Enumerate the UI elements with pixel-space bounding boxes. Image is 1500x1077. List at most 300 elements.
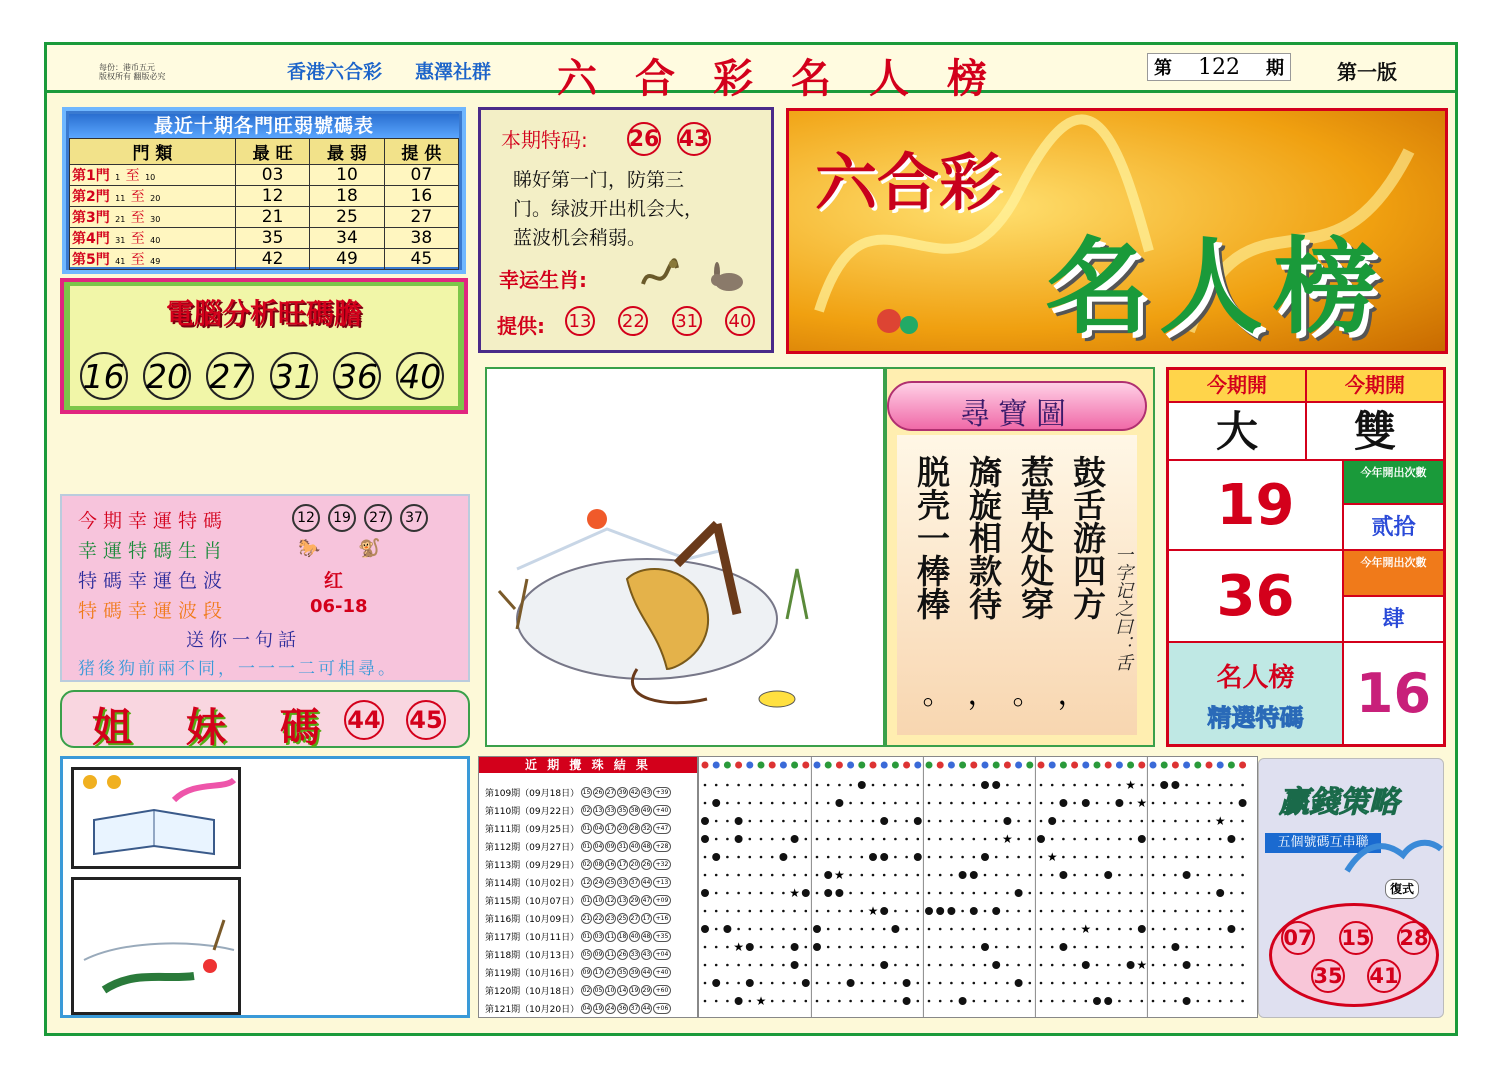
famous-number: 16 [1355, 662, 1432, 725]
draw-row [479, 819, 697, 837]
draw-special: +06 [653, 1003, 671, 1014]
grid-dot [1163, 802, 1166, 805]
grid-dot [704, 1000, 707, 1003]
grid-header-ball [1172, 762, 1179, 769]
draw-label: 第118期（10月13日） [485, 950, 580, 961]
grid-dot [793, 820, 796, 823]
grid-dot [872, 892, 875, 895]
grid-dot [1208, 892, 1211, 895]
draw-number: 19 [630, 986, 639, 994]
grid-special-star: ★ [867, 904, 879, 918]
grid-dot [827, 928, 830, 931]
draw-number: 31 [618, 842, 627, 850]
number-ball: 20 [143, 352, 191, 400]
grid-hit-dot [802, 979, 810, 987]
draw-special: +39 [653, 787, 671, 798]
grid-dot [782, 1000, 785, 1003]
grid-hit-dot [1015, 979, 1023, 987]
grid-dot [793, 1000, 796, 1003]
grid-dot [1040, 1000, 1043, 1003]
grid-dot [894, 946, 897, 949]
grid-dot [782, 874, 785, 877]
lucky-box [60, 494, 470, 682]
grid-hit-dot [992, 781, 1000, 789]
grid-dot [1040, 964, 1043, 967]
grid-dot [984, 874, 987, 877]
bottom-left-box [60, 756, 470, 1018]
number-ball: 40 [396, 352, 444, 400]
grid-dot [771, 928, 774, 931]
grid-dot [883, 892, 886, 895]
grid-dot [1163, 946, 1166, 949]
draw-number: 20 [618, 824, 627, 832]
wave-icon [1343, 835, 1443, 875]
grid-dot [872, 928, 875, 931]
draw-number: 04 [594, 842, 603, 850]
grid-dot [883, 982, 886, 985]
draw-row [479, 945, 697, 963]
grid-hit-dot [1015, 889, 1023, 897]
grid-dot [771, 802, 774, 805]
grid-dot [1029, 802, 1032, 805]
table-row: 第1門 1 至 10 03 10 07 [70, 165, 459, 186]
grid-dot [1006, 964, 1009, 967]
grid-dot [1208, 784, 1211, 787]
grid-dot [1073, 874, 1076, 877]
grid-dot [872, 1000, 875, 1003]
grid-dot [1208, 964, 1211, 967]
grid-hit-dot [1183, 997, 1191, 1005]
grid-dot [939, 820, 942, 823]
grid-header-ball [1239, 762, 1246, 769]
draw-number: 24 [606, 1004, 615, 1012]
banner-mark-six: 六合彩 [815, 146, 1002, 219]
grid-dot [771, 946, 774, 949]
draw-label: 第115期（10月07日） [485, 896, 580, 907]
grid-header-ball [1228, 762, 1235, 769]
draw-label: 第116期（10月09日） [485, 914, 580, 925]
grid-dot [1141, 856, 1144, 859]
grid-dot [905, 874, 908, 877]
crocodile-illustration [71, 877, 241, 1015]
grid-dot [1230, 982, 1233, 985]
grid-dot [1152, 856, 1155, 859]
grid-hit-dot [959, 997, 967, 1005]
grid-dot [1085, 820, 1088, 823]
grid-dot [1073, 928, 1076, 931]
grid-dot [1152, 784, 1155, 787]
grid-dot [1197, 784, 1200, 787]
grid-dot [1040, 874, 1043, 877]
draw-number: 18 [618, 932, 627, 940]
table-row: 第4門 31 至 40 35 34 38 [70, 228, 459, 249]
grid-dot [1118, 982, 1121, 985]
draw-row [479, 783, 697, 801]
number-ball: 36 [333, 352, 381, 400]
grid-dot [894, 1000, 897, 1003]
grid-hit-dot [880, 961, 888, 969]
grid-dot [782, 838, 785, 841]
grid-dot [1006, 874, 1009, 877]
draw-number: 29 [630, 896, 639, 904]
grid-dot [894, 784, 897, 787]
grid-dot [1208, 928, 1211, 931]
grid-dot [793, 784, 796, 787]
grid-dot [1029, 856, 1032, 859]
grid-dot [917, 838, 920, 841]
grid-dot [1241, 946, 1244, 949]
grid-dot [805, 946, 808, 949]
sister-code-box [60, 690, 470, 751]
grid-dot [1017, 1000, 1020, 1003]
grid-dot [1107, 856, 1110, 859]
grid-dot [1096, 874, 1099, 877]
grid-dot [1062, 820, 1065, 823]
grid-dot [816, 784, 819, 787]
grid-dot [1185, 910, 1188, 913]
draw-number: 44 [642, 878, 651, 886]
grid-dot [1141, 910, 1144, 913]
grid-hit-dot [925, 907, 933, 915]
grid-dot [1185, 946, 1188, 949]
grid-dot [917, 946, 920, 949]
grid-hit-dot [869, 853, 877, 861]
brand-hk-mark-six: 香港六合彩 [287, 61, 383, 83]
grid-dot [704, 964, 707, 967]
book-illustration [71, 767, 241, 869]
grid-dot [1107, 910, 1110, 913]
grid-dot [726, 982, 729, 985]
grid-hit-dot [981, 781, 989, 789]
strength-table [66, 111, 462, 270]
number-ball: 41 [1367, 959, 1401, 993]
grid-dot [939, 838, 942, 841]
grid-dot [1118, 928, 1121, 931]
draw-row [479, 891, 697, 909]
strategy-box [1258, 758, 1444, 1018]
number-ball: 28 [1397, 921, 1431, 955]
grid-dot [1208, 874, 1211, 877]
grid-dot [928, 892, 931, 895]
grid-dot [816, 802, 819, 805]
grid-dot [1208, 910, 1211, 913]
grid-dot [704, 910, 707, 913]
sister-code-label: 姐 妹 碼 [92, 704, 340, 751]
grid-dot [1051, 946, 1054, 949]
grid-dot [771, 1000, 774, 1003]
grid-hit-dot [712, 799, 720, 807]
number-ball: 44 [344, 700, 384, 740]
grid-dot [849, 928, 852, 931]
grid-dot [917, 892, 920, 895]
grid-dot [726, 838, 729, 841]
grid-dot [1062, 964, 1065, 967]
grid-dot [917, 964, 920, 967]
grid-dot [1040, 784, 1043, 787]
grid-dot [905, 946, 908, 949]
grid-dot [737, 874, 740, 877]
grid-dot [1107, 802, 1110, 805]
grid-header-ball [903, 762, 910, 769]
grid-dot [737, 982, 740, 985]
grid-dot [1040, 910, 1043, 913]
grid-dot [1040, 802, 1043, 805]
grid-dot [771, 838, 774, 841]
grid-dot [1141, 784, 1144, 787]
strategy-tag: 復式 [1385, 879, 1419, 899]
grid-dot [1017, 964, 1020, 967]
computer-numbers [72, 352, 452, 400]
grid-hit-dot [914, 817, 922, 825]
grid-dot [1129, 838, 1132, 841]
grid-dot [1017, 874, 1020, 877]
grid-dot [917, 874, 920, 877]
grid-dot [771, 982, 774, 985]
grid-dot [793, 874, 796, 877]
grid-dot [1208, 838, 1211, 841]
grid-header-ball [1194, 762, 1201, 769]
grid-dot [1006, 928, 1009, 931]
draw-number: 20 [630, 860, 639, 868]
lucky-color-value: 红 [324, 570, 344, 592]
grid-dot [1006, 1000, 1009, 1003]
number-ball: 40 [725, 306, 755, 336]
grid-dot [827, 856, 830, 859]
grid-dot [1152, 910, 1155, 913]
grid-dot [816, 838, 819, 841]
draw-special: +40 [653, 805, 671, 816]
grid-header-ball [970, 762, 977, 769]
grid-dot [1152, 928, 1155, 931]
grid-dot [1062, 1000, 1065, 1003]
grid-dot [1073, 910, 1076, 913]
grid-hit-dot [1227, 835, 1235, 843]
grid-dot [1197, 946, 1200, 949]
grid-hit-dot [701, 835, 709, 843]
number-ball: 27 [364, 504, 392, 532]
grid-hit-dot [701, 817, 709, 825]
draw-number: 14 [618, 986, 627, 994]
grid-dot [1107, 964, 1110, 967]
grid-header-ball [914, 762, 921, 769]
grid-dot [1185, 892, 1188, 895]
grid-hit-dot [903, 997, 911, 1005]
grid-dot [805, 784, 808, 787]
grid-dot [905, 784, 908, 787]
grid-dot [1017, 820, 1020, 823]
grid-dot [973, 928, 976, 931]
grid-dot [1174, 820, 1177, 823]
number-ball: 07 [1281, 921, 1315, 955]
grid-dot [883, 838, 886, 841]
grid-dot [939, 982, 942, 985]
draw-special: +40 [653, 967, 671, 978]
draw-number: 29 [642, 986, 651, 994]
grid-dot [1096, 910, 1099, 913]
grid-dot [1163, 874, 1166, 877]
grid-dot [961, 964, 964, 967]
draw-number: 12 [582, 878, 591, 886]
grid-hit-dot [847, 979, 855, 987]
grid-dot [1006, 856, 1009, 859]
grid-dot [1197, 928, 1200, 931]
grid-special-star: ★ [1136, 796, 1148, 810]
grid-hit-dot [723, 925, 731, 933]
grid-dot [1073, 856, 1076, 859]
grid-dot [984, 892, 987, 895]
grid-hit-dot [746, 943, 754, 951]
grid-header-ball [1183, 762, 1190, 769]
strategy-title: 贏錢策略 [1279, 785, 1399, 820]
grid-dot [749, 856, 752, 859]
grid-dot [1118, 784, 1121, 787]
draw-number: 43 [642, 788, 651, 796]
grid-hit-dot [1104, 871, 1112, 879]
grid-dot [1174, 838, 1177, 841]
grid-hit-dot [1048, 817, 1056, 825]
grid-dot [1197, 892, 1200, 895]
grid-dot [1152, 802, 1155, 805]
grid-dot [1163, 1000, 1166, 1003]
grid-dot [1085, 946, 1088, 949]
grid-dot [995, 982, 998, 985]
grid-dot [760, 982, 763, 985]
grid-dot [861, 856, 864, 859]
grid-dot [1174, 802, 1177, 805]
grid-dot [1163, 856, 1166, 859]
draw-number: 25 [618, 914, 627, 922]
grid-dot [1073, 838, 1076, 841]
grid-dot [894, 892, 897, 895]
grid-dot [726, 802, 729, 805]
grid-dot [1073, 1000, 1076, 1003]
grid-dot [984, 820, 987, 823]
grid-dot [973, 1000, 976, 1003]
grid-dot [1029, 946, 1032, 949]
grid-dot [782, 910, 785, 913]
grid-dot [950, 964, 953, 967]
grid-dot [1197, 820, 1200, 823]
grid-header-ball [1094, 762, 1101, 769]
number-ball: 19 [328, 504, 356, 532]
draw-number: 04 [594, 824, 603, 832]
grid-dot [1118, 946, 1121, 949]
grid-dot [793, 856, 796, 859]
grid-header-ball [769, 762, 776, 769]
draw-number: 21 [582, 914, 591, 922]
issue-number: 122 [1198, 54, 1240, 80]
grid-dot [928, 820, 931, 823]
grid-dot [760, 838, 763, 841]
grid-hit-dot [936, 907, 944, 915]
lucky-color-label: 特碼幸運色波 [78, 570, 229, 592]
grid-hit-dot [791, 961, 799, 969]
grid-dot [883, 1000, 886, 1003]
grid-dot [928, 838, 931, 841]
grid-dot [861, 874, 864, 877]
grid-dot [816, 820, 819, 823]
grid-dot [1017, 946, 1020, 949]
grid-hit-dot [1171, 781, 1179, 789]
special-description: 睇好第一门，防第三 门。绿波开出机会大， 蓝波机会稍弱。 [513, 169, 704, 249]
treasure-poem: 鼓舌游四方 惹草处处穿 旖旋相款待 脱壳一棒棒 [912, 455, 1107, 620]
draw-number: 49 [642, 806, 651, 814]
open-number-2: 36 [1169, 551, 1344, 643]
grid-dot [1085, 1000, 1088, 1003]
grid-dot [950, 892, 953, 895]
grid-dot [973, 802, 976, 805]
draw-number: 42 [630, 788, 639, 796]
special-label: 本期特码: [501, 128, 588, 152]
grid-dot [917, 982, 920, 985]
grid-dot [905, 910, 908, 913]
grid-dot [872, 946, 875, 949]
grid-hit-dot [1059, 871, 1067, 879]
grid-dot [984, 964, 987, 967]
grid-header-ball [858, 762, 865, 769]
draw-number: 44 [642, 968, 651, 976]
draw-number: 27 [606, 968, 615, 976]
draw-number: 35 [618, 968, 627, 976]
strategy-numbers-row2 [1311, 959, 1401, 993]
grid-dot [1219, 838, 1222, 841]
grid-dot [737, 910, 740, 913]
grid-dot [838, 838, 841, 841]
banner-famous: 名人榜 [1045, 225, 1388, 348]
grid-dot [715, 838, 718, 841]
grid-dot [1096, 784, 1099, 787]
grid-dot [1096, 964, 1099, 967]
grid-hit-dot [981, 943, 989, 951]
draw-number: 02 [582, 806, 591, 814]
grid-hit-dot [791, 835, 799, 843]
grid-dot [1185, 982, 1188, 985]
treasure-note: 一字记之曰：舌 [1112, 545, 1133, 671]
grid-dot [928, 1000, 931, 1003]
grid-dot [1185, 856, 1188, 859]
draw-number: 01 [582, 896, 591, 904]
draw-number: 24 [594, 878, 603, 886]
grid-dot [1141, 1000, 1144, 1003]
grid-dot [782, 802, 785, 805]
grid-dot [861, 802, 864, 805]
grid-hit-dot [880, 907, 888, 915]
grid-dot [950, 982, 953, 985]
grid-dot [950, 874, 953, 877]
grid-dot [782, 892, 785, 895]
grid-dot [704, 946, 707, 949]
grid-dot [749, 964, 752, 967]
grid-hit-dot [1183, 961, 1191, 969]
open-box [1166, 367, 1446, 747]
grid-dot [1129, 982, 1132, 985]
draw-number: 01 [582, 932, 591, 940]
grid-hit-dot [1171, 943, 1179, 951]
grid-dot [995, 874, 998, 877]
draw-number: 23 [606, 914, 615, 922]
grid-dot [950, 784, 953, 787]
draw-number: 16 [606, 860, 615, 868]
grid-dot [883, 874, 886, 877]
draw-number: 33 [618, 878, 627, 886]
grid-special-star: ★ [834, 868, 845, 882]
grid-dot [905, 964, 908, 967]
grid-hit-dot [835, 889, 843, 897]
dragon-icon [639, 254, 679, 294]
grid-dot [782, 982, 785, 985]
draw-row [479, 873, 697, 891]
grid-dot [1197, 874, 1200, 877]
